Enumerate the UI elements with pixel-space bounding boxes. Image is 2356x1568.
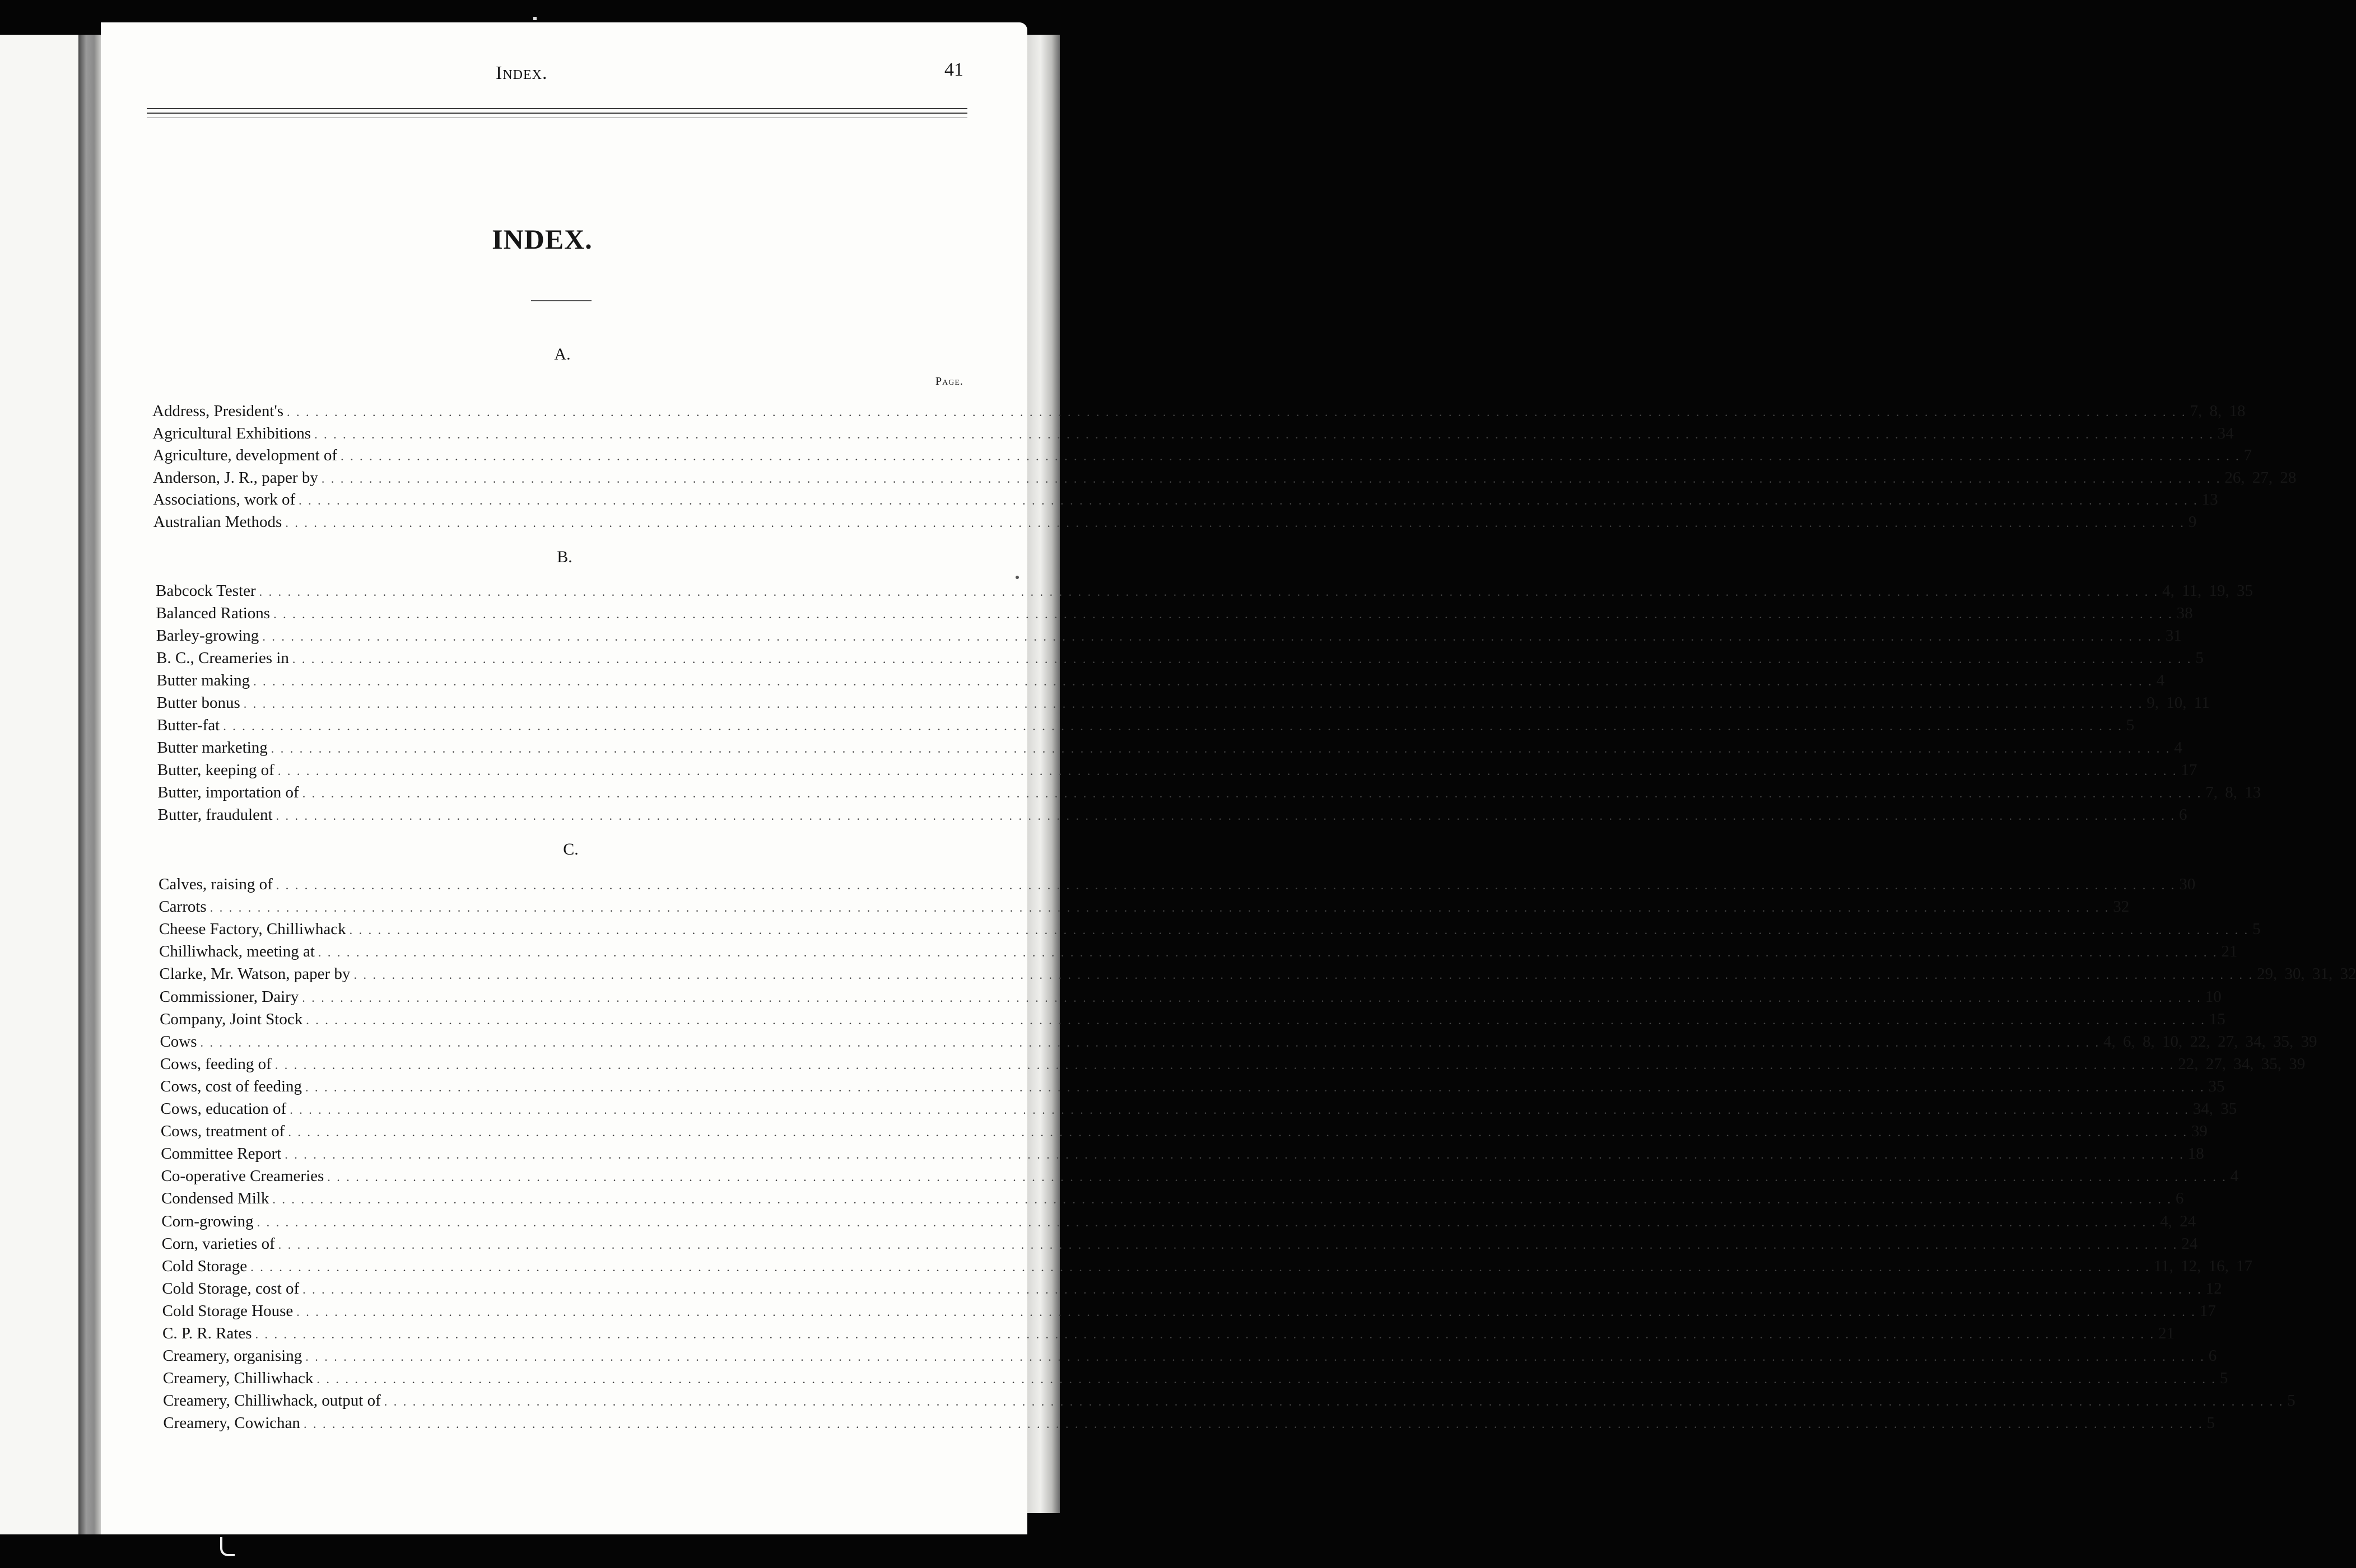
entry-title: Creamery, Cowichan — [163, 1414, 300, 1432]
dot-leader: . . . . . . . . . . . . . . . . . . . . . . . . . . . . . . . . . . . . . . . . . . . . . . . . . . . . . . . . . . . . . . . . . . . . . . . . . . . . . . . . . . . . . . . . . . . . . . . . . . . . . . . . . . . . . . . . . . . . . . . . . . . . . . . . . . . . . . . . . . . . . . . . . . . . . . . . . . . . . . . . . . . . . . . . . . . . . . . . . . . . . . . . . . . . . . . . . . . . . . . . — [262, 629, 2162, 643]
entry-title: Butter, importation of — [157, 783, 299, 801]
entry-pages: 12 — [2205, 1279, 2222, 1298]
entry-title: Cows, treatment of — [160, 1122, 285, 1141]
entry-title: Commissioner, Dairy — [159, 987, 299, 1006]
entry-title: Carrots — [159, 898, 207, 916]
entry-title: Cold Storage House — [162, 1301, 294, 1320]
dot-leader: . . . . . . . . . . . . . . . . . . . . . . . . . . . . . . . . . . . . . . . . . . . . . . . . . . . . . . . . . . . . . . . . . . . . . . . . . . . . . . . . . . . . . . . . . . . . . . . . . . . . . . . . . . . . . . . . . . . . . . . . . . . . . . . . . . . . . . . . . . . . . . . . . . . . . . . . . . . . . . . . . . . . . . . . . . . . . . . . . . . . . . . . . . . . . . . . . . . . . . . . — [288, 1125, 2188, 1140]
index-entry — [159, 920, 2261, 942]
dot-leader: . . . . . . . . . . . . . . . . . . . . . . . . . . . . . . . . . . . . . . . . . . . . . . . . . . . . . . . . . . . . . . . . . . . . . . . . . . . . . . . . . . . . . . . . . . . . . . . . . . . . . . . . . . . . . . . . . . . . . . . . . . . . . . . . . . . . . . . . . . . . . . . . . . . . . . . . . . . . . . . . . . . . . . . . . . . . . . . . . . . . . . . . . . . . . . . . . . . . . . . . — [292, 652, 2192, 666]
title-rule — [531, 300, 592, 301]
entry-pages: 34 — [2217, 424, 2234, 442]
entry-pages: 11, 12, 16, 17 — [2153, 1257, 2253, 1275]
entry-pages: 4, 11, 19, 35 — [2162, 582, 2253, 600]
entry-pages: 17 — [2199, 1301, 2216, 1320]
entry-pages: 6 — [2179, 806, 2187, 824]
entry-title: Company, Joint Stock — [160, 1010, 303, 1028]
index-entry — [156, 604, 2193, 627]
index-entry — [159, 875, 2196, 898]
dot-leader: . . . . . . . . . . . . . . . . . . . . . . . . . . . . . . . . . . . . . . . . . . . . . . . . . . . . . . . . . . . . . . . . . . . . . . . . . . . . . . . . . . . . . . . . . . . . . . . . . . . . . . . . . . . . . . . . . . . . . . . . . . . . . . . . . . . . . . . . . . . . . . . . . . . . . . . . . . . . . . . . . . . . . . . . . . . . . . . . . . . . . . . . . . . . . . . . . . . . . . . . — [253, 674, 2153, 688]
index-entry — [153, 468, 2297, 491]
book-spine — [78, 35, 101, 1534]
dot-leader: . . . . . . . . . . . . . . . . . . . . . . . . . . . . . . . . . . . . . . . . . . . . . . . . . . . . . . . . . . . . . . . . . . . . . . . . . . . . . . . . . . . . . . . . . . . . . . . . . . . . . . . . . . . . . . . . . . . . . . . . . . . . . . . . . . . . . . . . . . . . . . . . . . . . . . . . . . . . . . . . . . . . . . . . . . . . . . . . . . . . . . . . . . . . . . . . . . . . . . . . — [276, 878, 2176, 892]
dot-leader: . . . . . . . . . . . . . . . . . . . . . . . . . . . . . . . . . . . . . . . . . . . . . . . . . . . . . . . . . . . . . . . . . . . . . . . . . . . . . . . . . . . . . . . . . . . . . . . . . . . . . . . . . . . . . . . . . . . . . . . . . . . . . . . . . . . . . . . . . . . . . . . . . . . . . . . . . . . . . . . . . . . . . . . . . . . . . . . . . . . . . . . . . . . . . . . . . . . . . . . . — [303, 1417, 2204, 1431]
dot-leader: . . . . . . . . . . . . . . . . . . . . . . . . . . . . . . . . . . . . . . . . . . . . . . . . . . . . . . . . . . . . . . . . . . . . . . . . . . . . . . . . . . . . . . . . . . . . . . . . . . . . . . . . . . . . . . . . . . . . . . . . . . . . . . . . . . . . . . . . . . . . . . . . . . . . . . . . . . . . . . . . . . . . . . . . . . . . . . . . . . . . . . . . . . . . . . . . . . . . . . . . — [278, 1237, 2178, 1252]
top-speck — [533, 17, 537, 20]
index-entry — [152, 424, 2234, 447]
index-entry — [162, 1369, 2228, 1392]
dot-leader: . . . . . . . . . . . . . . . . . . . . . . . . . . . . . . . . . . . . . . . . . . . . . . . . . . . . . . . . . . . . . . . . . . . . . . . . . . . . . . . . . . . . . . . . . . . . . . . . . . . . . . . . . . . . . . . . . . . . . . . . . . . . . . . . . . . . . . . . . . . . . . . . . . . . . . . . . . . . . . . . . . . . . . . . . . . . . . . . . . . . . . . . . . . . . . . . . . . . . . . . — [200, 1035, 2101, 1049]
index-entry — [163, 1392, 2296, 1414]
entry-pages: 9, 10, 11 — [2147, 694, 2210, 712]
entry-title: B. C., Creameries in — [156, 649, 289, 667]
entry-title: Creamery, organising — [162, 1347, 302, 1365]
entry-title: Associations, work of — [153, 491, 296, 508]
entry-title: Cheese Factory, Chilliwhack — [159, 920, 346, 939]
dot-leader: . . . . . . . . . . . . . . . . . . . . . . . . . . . . . . . . . . . . . . . . . . . . . . . . . . . . . . . . . . . . . . . . . . . . . . . . . . . . . . . . . . . . . . . . . . . . . . . . . . . . . . . . . . . . . . . . . . . . . . . . . . . . . . . . . . . . . . . . . . . . . . . . . . . . . . . . . . . . . . . . . . . . . . . . . . . . . . . . . . . . . . . . . . . . . . . . . . . . . . . . — [302, 786, 2203, 800]
entry-title: Calves, raising of — [159, 875, 273, 893]
index-entry — [161, 1257, 2253, 1280]
dot-leader: . . . . . . . . . . . . . . . . . . . . . . . . . . . . . . . . . . . . . . . . . . . . . . . . . . . . . . . . . . . . . . . . . . . . . . . . . . . . . . . . . . . . . . . . . . . . . . . . . . . . . . . . . . . . . . . . . . . . . . . . . . . . . . . . . . . . . . . . . . . . . . . . . . . . . . . . . . . . . . . . . . . . . . . . . . . . . . . . . . . . . . . . . . . . . . . . . . . . . . . . — [223, 719, 2123, 733]
index-entry — [161, 1234, 2198, 1257]
dot-leader: . . . . . . . . . . . . . . . . . . . . . . . . . . . . . . . . . . . . . . . . . . . . . . . . . . . . . . . . . . . . . . . . . . . . . . . . . . . . . . . . . . . . . . . . . . . . . . . . . . . . . . . . . . . . . . . . . . . . . . . . . . . . . . . . . . . . . . . . . . . . . . . . . . . . . . . . . . . . . . . . . . . . . . . . . . . . . . . . . . . . . . . . . . . . . . . . . . . . . . . . — [277, 764, 2178, 778]
dot-leader: . . . . . . . . . . . . . . . . . . . . . . . . . . . . . . . . . . . . . . . . . . . . . . . . . . . . . . . . . . . . . . . . . . . . . . . . . . . . . . . . . . . . . . . . . . . . . . . . . . . . . . . . . . . . . . . . . . . . . . . . . . . . . . . . . . . . . . . . . . . . . . . . . . . . . . . . . . . . . . . . . . . . . . . . . . . . . . . . . . . . . . . . . . . . . . . . . . . . . . . . — [209, 900, 2110, 915]
entry-pages: 34, 35 — [2192, 1100, 2237, 1118]
dot-leader: . . . . . . . . . . . . . . . . . . . . . . . . . . . . . . . . . . . . . . . . . . . . . . . . . . . . . . . . . . . . . . . . . . . . . . . . . . . . . . . . . . . . . . . . . . . . . . . . . . . . . . . . . . . . . . . . . . . . . . . . . . . . . . . . . . . . . . . . . . . . . . . . . . . . . . . . . . . . . . . . . . . . . . . . . . . . . . . . . . . . . . . . . . . . . . . . . . . . . . . . — [321, 471, 2222, 486]
dot-leader: . . . . . . . . . . . . . . . . . . . . . . . . . . . . . . . . . . . . . . . . . . . . . . . . . . . . . . . . . . . . . . . . . . . . . . . . . . . . . . . . . . . . . . . . . . . . . . . . . . . . . . . . . . . . . . . . . . . . . . . . . . . . . . . . . . . . . . . . . . . . . . . . . . . . . . . . . . . . . . . . . . . . . . . . . . . . . . . . . . . . . . . . . . . . . . . . . . . . . . . . — [384, 1394, 2284, 1409]
header-rule — [147, 108, 967, 109]
entry-title: C. P. R. Rates — [162, 1324, 252, 1342]
entry-title: Barley-growing — [156, 627, 259, 645]
index-entry — [160, 1100, 2237, 1122]
entry-title: Balanced Rations — [156, 604, 271, 622]
index-entry — [160, 1054, 2306, 1077]
index-entry — [159, 965, 2356, 987]
entry-title: Creamery, Chilliwhack — [162, 1369, 314, 1388]
entry-pages: 39 — [2191, 1122, 2208, 1141]
section-letter-b: B. — [557, 548, 572, 566]
index-entry — [161, 1212, 2196, 1235]
entry-title: Butter making — [156, 671, 250, 689]
index-entry — [160, 1077, 2225, 1100]
entry-title: Corn, varieties of — [161, 1234, 275, 1253]
entry-pages: 7 — [2243, 446, 2252, 464]
entry-pages: 5 — [2126, 716, 2135, 734]
index-entry — [152, 402, 2246, 424]
entry-title: Cows, feeding of — [160, 1054, 272, 1073]
entry-pages: 6 — [2208, 1347, 2217, 1365]
entry-title: Co-operative Creameries — [161, 1167, 324, 1186]
index-entry — [153, 491, 2218, 513]
dot-leader: . . . . . . . . . . . . . . . . . . . . . . . . . . . . . . . . . . . . . . . . . . . . . . . . . . . . . . . . . . . . . . . . . . . . . . . . . . . . . . . . . . . . . . . . . . . . . . . . . . . . . . . . . . . . . . . . . . . . . . . . . . . . . . . . . . . . . . . . . . . . . . . . . . . . . . . . . . . . . . . . . . . . . . . . . . . . . . . . . . . . . . . . . . . . . . . . . . . . . . . . — [327, 1170, 2227, 1184]
index-entry — [156, 627, 2182, 649]
dot-leader: . . . . . . . . . . . . . . . . . . . . . . . . . . . . . . . . . . . . . . . . . . . . . . . . . . . . . . . . . . . . . . . . . . . . . . . . . . . . . . . . . . . . . . . . . . . . . . . . . . . . . . . . . . . . . . . . . . . . . . . . . . . . . . . . . . . . . . . . . . . . . . . . . . . . . . . . . . . . . . . . . . . . . . . . . . . . . . . . . . . . . . . . . . . . . . . . . . . . . . . . — [316, 1372, 2217, 1387]
index-entry — [157, 761, 2197, 783]
entry-pages: 17 — [2181, 761, 2197, 779]
dot-leader: . . . . . . . . . . . . . . . . . . . . . . . . . . . . . . . . . . . . . . . . . . . . . . . . . . . . . . . . . . . . . . . . . . . . . . . . . . . . . . . . . . . . . . . . . . . . . . . . . . . . . . . . . . . . . . . . . . . . . . . . . . . . . . . . . . . . . . . . . . . . . . . . . . . . . . . . . . . . . . . . . . . . . . . . . . . . . . . . . . . . . . . . . . . . . . . . . . . . . . . . — [274, 1057, 2175, 1072]
index-entry — [162, 1347, 2217, 1369]
entry-title: Address, President's — [152, 402, 283, 420]
entry-pages: 29, 30, 31, 32 — [2256, 965, 2356, 983]
index-entry — [156, 649, 2204, 671]
dot-leader: . . . . . . . . . . . . . . . . . . . . . . . . . . . . . . . . . . . . . . . . . . . . . . . . . . . . . . . . . . . . . . . . . . . . . . . . . . . . . . . . . . . . . . . . . . . . . . . . . . . . . . . . . . . . . . . . . . . . . . . . . . . . . . . . . . . . . . . . . . . . . . . . . . . . . . . . . . . . . . . . . . . . . . . . . . . . . . . . . . . . . . . . . . . . . . . . . . . . . . . . — [255, 1327, 2155, 1341]
entry-pages: 5 — [2287, 1392, 2296, 1410]
dot-leader: . . . . . . . . . . . . . . . . . . . . . . . . . . . . . . . . . . . . . . . . . . . . . . . . . . . . . . . . . . . . . . . . . . . . . . . . . . . . . . . . . . . . . . . . . . . . . . . . . . . . . . . . . . . . . . . . . . . . . . . . . . . . . . . . . . . . . . . . . . . . . . . . . . . . . . . . . . . . . . . . . . . . . . . . . . . . . . . . . . . . . . . . . . . . . . . . . . . . . . . . — [272, 1192, 2172, 1207]
dot-leader: . . . . . . . . . . . . . . . . . . . . . . . . . . . . . . . . . . . . . . . . . . . . . . . . . . . . . . . . . . . . . . . . . . . . . . . . . . . . . . . . . . . . . . . . . . . . . . . . . . . . . . . . . . . . . . . . . . . . . . . . . . . . . . . . . . . . . . . . . . . . . . . . . . . . . . . . . . . . . . . . . . . . . . . . . . . . . . . . . . . . . . . . . . . . . . . . . . . . . . . . — [271, 741, 2171, 755]
dot-leader: . . . . . . . . . . . . . . . . . . . . . . . . . . . . . . . . . . . . . . . . . . . . . . . . . . . . . . . . . . . . . . . . . . . . . . . . . . . . . . . . . . . . . . . . . . . . . . . . . . . . . . . . . . . . . . . . . . . . . . . . . . . . . . . . . . . . . . . . . . . . . . . . . . . . . . . . . . . . . . . . . . . . . . . . . . . . . . . . . . . . . . . . . . . . . . . . . . . . . . . . — [305, 1080, 2205, 1094]
entry-pages: 15 — [2209, 1010, 2225, 1028]
dot-leader: . . . . . . . . . . . . . . . . . . . . . . . . . . . . . . . . . . . . . . . . . . . . . . . . . . . . . . . . . . . . . . . . . . . . . . . . . . . . . . . . . . . . . . . . . . . . . . . . . . . . . . . . . . . . . . . . . . . . . . . . . . . . . . . . . . . . . . . . . . . . . . . . . . . . . . . . . . . . . . . . . . . . . . . . . . . . . . . . . . . . . . . . . . . . . . . . . . . . . . . . — [353, 968, 2253, 982]
entry-pages: 7, 8, 18 — [2190, 402, 2246, 420]
dot-leader: . . . . . . . . . . . . . . . . . . . . . . . . . . . . . . . . . . . . . . . . . . . . . . . . . . . . . . . . . . . . . . . . . . . . . . . . . . . . . . . . . . . . . . . . . . . . . . . . . . . . . . . . . . . . . . . . . . . . . . . . . . . . . . . . . . . . . . . . . . . . . . . . . . . . . . . . . . . . . . . . . . . . . . . . . . . . . . . . . . . . . . . . . . . . . . . . . . . . . . . . — [299, 493, 2199, 507]
entry-pages: 5 — [2252, 920, 2261, 939]
index-entry — [161, 1167, 2239, 1189]
index-entry — [162, 1324, 2175, 1347]
dot-leader: . . . . . . . . . . . . . . . . . . . . . . . . . . . . . . . . . . . . . . . . . . . . . . . . . . . . . . . . . . . . . . . . . . . . . . . . . . . . . . . . . . . . . . . . . . . . . . . . . . . . . . . . . . . . . . . . . . . . . . . . . . . . . . . . . . . . . . . . . . . . . . . . . . . . . . . . . . . . . . . . . . . . . . . . . . . . . . . . . . . . . . . . . . . . . . . . . . . . . . . . — [250, 1259, 2150, 1274]
entry-pages: 21 — [2158, 1324, 2175, 1342]
entry-pages: 35 — [2208, 1077, 2225, 1095]
entry-pages: 7, 8, 13 — [2205, 783, 2261, 801]
entry-pages: 4 — [2156, 671, 2165, 689]
dot-leader: . . . . . . . . . . . . . . . . . . . . . . . . . . . . . . . . . . . . . . . . . . . . . . . . . . . . . . . . . . . . . . . . . . . . . . . . . . . . . . . . . . . . . . . . . . . . . . . . . . . . . . . . . . . . . . . . . . . . . . . . . . . . . . . . . . . . . . . . . . . . . . . . . . . . . . . . . . . . . . . . . . . . . . . . . . . . . . . . . . . . . . . . . . . . . . . . . . . . . . . . — [314, 427, 2214, 441]
index-entry — [160, 1122, 2208, 1145]
entry-pages: 30 — [2179, 875, 2196, 893]
dot-leader: . . . . . . . . . . . . . . . . . . . . . . . . . . . . . . . . . . . . . . . . . . . . . . . . . . . . . . . . . . . . . . . . . . . . . . . . . . . . . . . . . . . . . . . . . . . . . . . . . . . . . . . . . . . . . . . . . . . . . . . . . . . . . . . . . . . . . . . . . . . . . . . . . . . . . . . . . . . . . . . . . . . . . . . . . . . . . . . . . . . . . . . . . . . . . . . . . . . . . . . . — [305, 1350, 2205, 1364]
entry-pages: 13 — [2201, 491, 2218, 508]
entry-pages: 6 — [2175, 1189, 2184, 1208]
entry-title: Cold Storage — [161, 1257, 248, 1275]
entry-title: Butter bonus — [156, 694, 240, 712]
dot-leader: . . . . . . . . . . . . . . . . . . . . . . . . . . . . . . . . . . . . . . . . . . . . . . . . . . . . . . . . . . . . . . . . . . . . . . . . . . . . . . . . . . . . . . . . . . . . . . . . . . . . . . . . . . . . . . . . . . . . . . . . . . . . . . . . . . . . . . . . . . . . . . . . . . . . . . . . . . . . . . . . . . . . . . . . . . . . . . . . . . . . . . . . . . . . . . . . . . . . . . . . — [276, 809, 2176, 823]
entry-title: Australian Methods — [153, 512, 282, 531]
section-letter-a: A. — [554, 345, 571, 363]
index-entry — [161, 1189, 2184, 1212]
dot-leader: . . . . . . . . . . . . . . . . . . . . . . . . . . . . . . . . . . . . . . . . . . . . . . . . . . . . . . . . . . . . . . . . . . . . . . . . . . . . . . . . . . . . . . . . . . . . . . . . . . . . . . . . . . . . . . . . . . . . . . . . . . . . . . . . . . . . . . . . . . . . . . . . . . . . . . . . . . . . . . . . . . . . . . . . . . . . . . . . . . . . . . . . . . . . . . . . . . . . . . . . — [285, 1147, 2185, 1162]
index-entry — [157, 783, 2261, 806]
entry-title: Condensed Milk — [161, 1189, 269, 1208]
index-entry — [156, 694, 2210, 716]
entry-title: Babcock Tester — [156, 582, 256, 600]
entry-title: Creamery, Chilliwhack, output of — [163, 1392, 381, 1410]
entry-title: Cows, cost of feeding — [160, 1077, 302, 1095]
index-entry — [159, 942, 2238, 965]
page-column-label: Page. — [935, 375, 963, 388]
dot-leader: . . . . . . . . . . . . . . . . . . . . . . . . . . . . . . . . . . . . . . . . . . . . . . . . . . . . . . . . . . . . . . . . . . . . . . . . . . . . . . . . . . . . . . . . . . . . . . . . . . . . . . . . . . . . . . . . . . . . . . . . . . . . . . . . . . . . . . . . . . . . . . . . . . . . . . . . . . . . . . . . . . . . . . . . . . . . . . . . . . . . . . . . . . . . . . . . . . . . . . . . — [286, 405, 2187, 419]
index-entry — [160, 1010, 2225, 1033]
entry-title: Anderson, J. R., paper by — [153, 468, 318, 487]
dot-leader: . . . . . . . . . . . . . . . . . . . . . . . . . . . . . . . . . . . . . . . . . . . . . . . . . . . . . . . . . . . . . . . . . . . . . . . . . . . . . . . . . . . . . . . . . . . . . . . . . . . . . . . . . . . . . . . . . . . . . . . . . . . . . . . . . . . . . . . . . . . . . . . . . . . . . . . . . . . . . . . . . . . . . . . . . . . . . . . . . . . . . . . . . . . . . . . . . . . . . . . . — [349, 923, 2250, 937]
page-number: 41 — [944, 59, 963, 80]
entry-pages: 4 — [2230, 1167, 2239, 1186]
entry-title: Chilliwhack, meeting at — [159, 942, 315, 961]
index-title: INDEX. — [492, 223, 593, 255]
index-entry — [159, 898, 2130, 920]
index-entry — [157, 739, 2182, 761]
index-entry — [153, 512, 2197, 535]
entry-pages: 18 — [2187, 1145, 2204, 1163]
section-letter-c: C. — [563, 840, 579, 858]
index-entry — [157, 806, 2187, 828]
dot-leader: . . . . . . . . . . . . . . . . . . . . . . . . . . . . . . . . . . . . . . . . . . . . . . . . . . . . . . . . . . . . . . . . . . . . . . . . . . . . . . . . . . . . . . . . . . . . . . . . . . . . . . . . . . . . . . . . . . . . . . . . . . . . . . . . . . . . . . . . . . . . . . . . . . . . . . . . . . . . . . . . . . . . . . . . . . . . . . . . . . . . . . . . . . . . . . . . . . . . . . . . — [243, 697, 2144, 711]
ink-speck — [1016, 576, 1019, 579]
index-entry — [161, 1145, 2204, 1167]
entry-pages: 26, 27, 28 — [2224, 468, 2297, 487]
entry-title: Agriculture, development of — [152, 446, 338, 464]
index-entry — [152, 446, 2252, 469]
dot-leader: . . . . . . . . . . . . . . . . . . . . . . . . . . . . . . . . . . . . . . . . . . . . . . . . . . . . . . . . . . . . . . . . . . . . . . . . . . . . . . . . . . . . . . . . . . . . . . . . . . . . . . . . . . . . . . . . . . . . . . . . . . . . . . . . . . . . . . . . . . . . . . . . . . . . . . . . . . . . . . . . . . . . . . . . . . . . . . . . . . . . . . . . . . . . . . . . . . . . . . . . — [302, 990, 2202, 1005]
entry-pages: 4, 6, 8, 10, 22, 27, 34, 35, 39 — [2103, 1032, 2317, 1051]
index-entry — [162, 1279, 2222, 1302]
facing-page — [0, 35, 78, 1534]
entry-pages: 4, 24 — [2160, 1212, 2196, 1230]
entry-pages: 5 — [2195, 649, 2204, 667]
entry-title: Cold Storage, cost of — [162, 1279, 300, 1298]
index-entry — [157, 716, 2135, 739]
dot-leader: . . . . . . . . . . . . . . . . . . . . . . . . . . . . . . . . . . . . . . . . . . . . . . . . . . . . . . . . . . . . . . . . . . . . . . . . . . . . . . . . . . . . . . . . . . . . . . . . . . . . . . . . . . . . . . . . . . . . . . . . . . . . . . . . . . . . . . . . . . . . . . . . . . . . . . . . . . . . . . . . . . . . . . . . . . . . . . . . . . . . . . . . . . . . . . . . . . . . . . . . — [296, 1304, 2196, 1319]
index-entry — [162, 1301, 2216, 1324]
index-entry — [156, 582, 2253, 604]
running-head: Index. — [496, 63, 548, 83]
dot-leader: . . . . . . . . . . . . . . . . . . . . . . . . . . . . . . . . . . . . . . . . . . . . . . . . . . . . . . . . . . . . . . . . . . . . . . . . . . . . . . . . . . . . . . . . . . . . . . . . . . . . . . . . . . . . . . . . . . . . . . . . . . . . . . . . . . . . . . . . . . . . . . . . . . . . . . . . . . . . . . . . . . . . . . . . . . . . . . . . . . . . . . . . . . . . . . . . . . . . . . . . — [273, 607, 2173, 621]
entry-pages: 22, 27, 34, 35, 39 — [2178, 1054, 2306, 1073]
entry-pages: 38 — [2176, 604, 2193, 622]
index-entry — [160, 1032, 2317, 1055]
index-entry — [163, 1414, 2215, 1436]
entry-pages: 5 — [2219, 1369, 2228, 1388]
entry-title: Committee Report — [161, 1145, 282, 1163]
entry-title: Clarke, Mr. Watson, paper by — [159, 965, 351, 983]
thumb-mark — [220, 1537, 235, 1556]
entry-pages: 24 — [2181, 1234, 2198, 1253]
entry-pages: 9 — [2188, 512, 2197, 531]
dot-leader: . . . . . . . . . . . . . . . . . . . . . . . . . . . . . . . . . . . . . . . . . . . . . . . . . . . . . . . . . . . . . . . . . . . . . . . . . . . . . . . . . . . . . . . . . . . . . . . . . . . . . . . . . . . . . . . . . . . . . . . . . . . . . . . . . . . . . . . . . . . . . . . . . . . . . . . . . . . . . . . . . . . . . . . . . . . . . . . . . . . . . . . . . . . . . . . . . . . . . . . . — [341, 449, 2241, 463]
index-entry — [159, 987, 2222, 1010]
entry-title: Cows, education of — [160, 1100, 287, 1118]
dot-leader: . . . . . . . . . . . . . . . . . . . . . . . . . . . . . . . . . . . . . . . . . . . . . . . . . . . . . . . . . . . . . . . . . . . . . . . . . . . . . . . . . . . . . . . . . . . . . . . . . . . . . . . . . . . . . . . . . . . . . . . . . . . . . . . . . . . . . . . . . . . . . . . . . . . . . . . . . . . . . . . . . . . . . . . . . . . . . . . . . . . . . . . . . . . . . . . . . . . . . . . . — [318, 945, 2218, 960]
dot-leader: . . . . . . . . . . . . . . . . . . . . . . . . . . . . . . . . . . . . . . . . . . . . . . . . . . . . . . . . . . . . . . . . . . . . . . . . . . . . . . . . . . . . . . . . . . . . . . . . . . . . . . . . . . . . . . . . . . . . . . . . . . . . . . . . . . . . . . . . . . . . . . . . . . . . . . . . . . . . . . . . . . . . . . . . . . . . . . . . . . . . . . . . . . . . . . . . . . . . . . . . — [259, 585, 2159, 599]
entry-pages: 31 — [2165, 627, 2182, 645]
dot-leader: . . . . . . . . . . . . . . . . . . . . . . . . . . . . . . . . . . . . . . . . . . . . . . . . . . . . . . . . . . . . . . . . . . . . . . . . . . . . . . . . . . . . . . . . . . . . . . . . . . . . . . . . . . . . . . . . . . . . . . . . . . . . . . . . . . . . . . . . . . . . . . . . . . . . . . . . . . . . . . . . . . . . . . . . . . . . . . . . . . . . . . . . . . . . . . . . . . . . . . . . — [290, 1103, 2190, 1117]
index-entry — [156, 671, 2165, 694]
entry-title: Butter, fraudulent — [157, 806, 273, 824]
entry-title: Butter marketing — [157, 739, 268, 757]
entry-title: Butter, keeping of — [157, 761, 274, 779]
entry-title: Corn-growing — [161, 1212, 254, 1230]
dot-leader: . . . . . . . . . . . . . . . . . . . . . . . . . . . . . . . . . . . . . . . . . . . . . . . . . . . . . . . . . . . . . . . . . . . . . . . . . . . . . . . . . . . . . . . . . . . . . . . . . . . . . . . . . . . . . . . . . . . . . . . . . . . . . . . . . . . . . . . . . . . . . . . . . . . . . . . . . . . . . . . . . . . . . . . . . . . . . . . . . . . . . . . . . . . . . . . . . . . . . . . . — [302, 1282, 2203, 1296]
header-rule — [147, 113, 967, 114]
entry-pages: 5 — [2206, 1414, 2215, 1432]
entry-title: Butter-fat — [157, 716, 220, 734]
entry-pages: 21 — [2221, 942, 2238, 961]
entry-pages: 32 — [2113, 898, 2130, 916]
entry-title: Agricultural Exhibitions — [152, 424, 311, 442]
entry-pages: 10 — [2205, 987, 2222, 1006]
dot-leader: . . . . . . . . . . . . . . . . . . . . . . . . . . . . . . . . . . . . . . . . . . . . . . . . . . . . . . . . . . . . . . . . . . . . . . . . . . . . . . . . . . . . . . . . . . . . . . . . . . . . . . . . . . . . . . . . . . . . . . . . . . . . . . . . . . . . . . . . . . . . . . . . . . . . . . . . . . . . . . . . . . . . . . . . . . . . . . . . . . . . . . . . . . . . . . . . . . . . . . . . — [306, 1012, 2206, 1027]
entry-pages: 4 — [2174, 739, 2182, 757]
entry-title: Cows — [160, 1032, 197, 1051]
dot-leader: . . . . . . . . . . . . . . . . . . . . . . . . . . . . . . . . . . . . . . . . . . . . . . . . . . . . . . . . . . . . . . . . . . . . . . . . . . . . . . . . . . . . . . . . . . . . . . . . . . . . . . . . . . . . . . . . . . . . . . . . . . . . . . . . . . . . . . . . . . . . . . . . . . . . . . . . . . . . . . . . . . . . . . . . . . . . . . . . . . . . . . . . . . . . . . . . . . . . . . . . — [257, 1215, 2157, 1229]
dot-leader: . . . . . . . . . . . . . . . . . . . . . . . . . . . . . . . . . . . . . . . . . . . . . . . . . . . . . . . . . . . . . . . . . . . . . . . . . . . . . . . . . . . . . . . . . . . . . . . . . . . . . . . . . . . . . . . . . . . . . . . . . . . . . . . . . . . . . . . . . . . . . . . . . . . . . . . . . . . . . . . . . . . . . . . . . . . . . . . . . . . . . . . . . . . . . . . . . . . . . . . . — [285, 515, 2185, 530]
